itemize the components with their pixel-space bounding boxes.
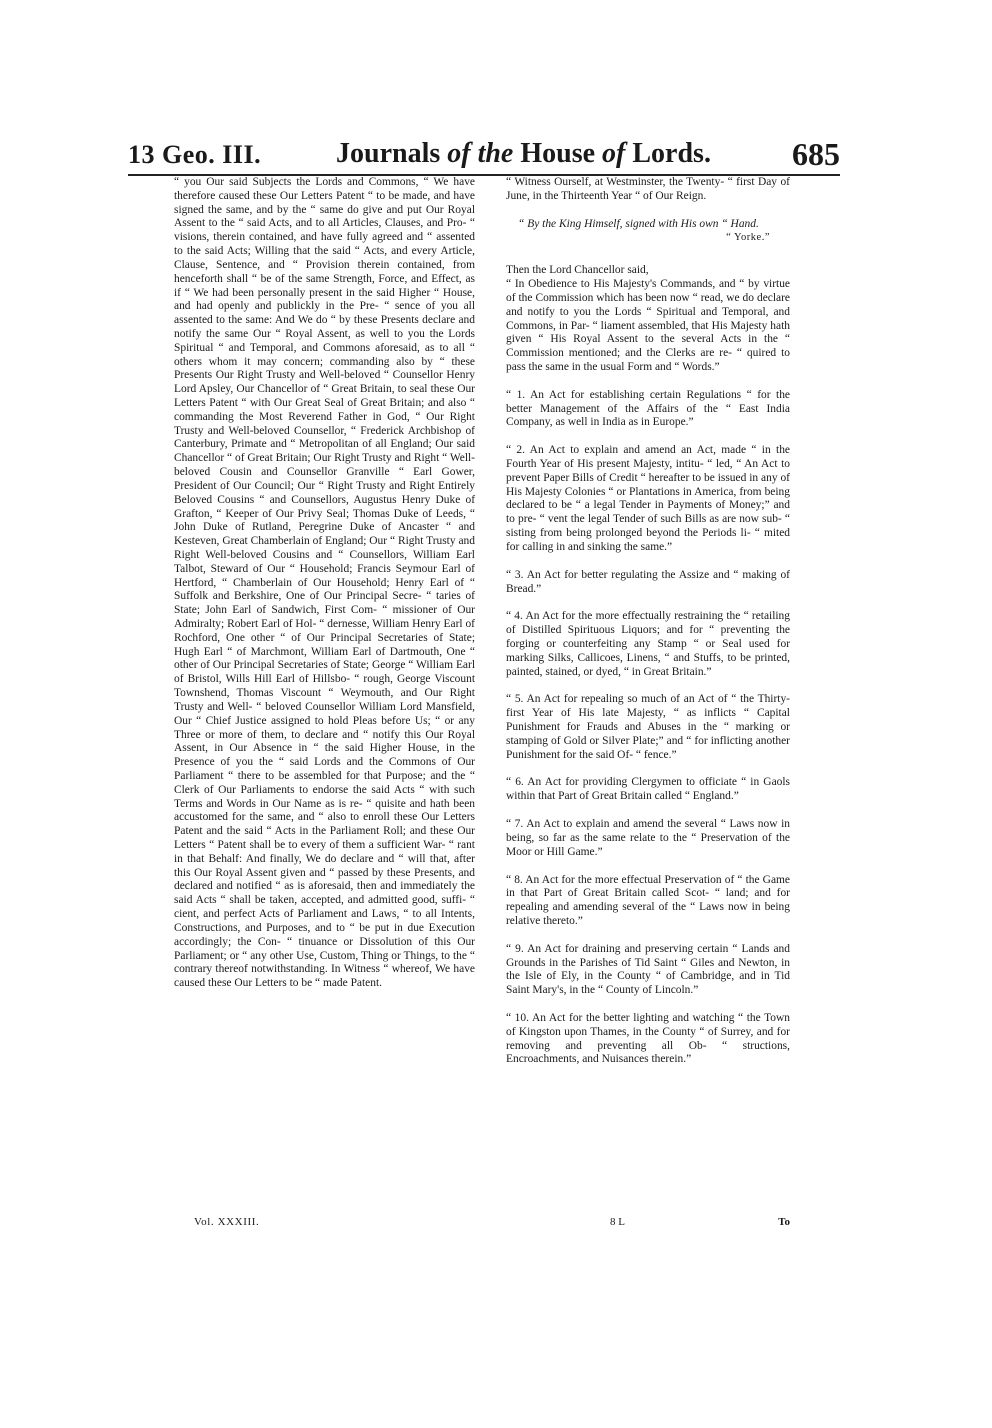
act-3: “ 3. An Act for better regulating the Assize and “ making of Bread.”	[506, 568, 790, 595]
page-footer	[174, 1216, 790, 1234]
act-1: “ 1. An Act for establishing certain Regulations “ for the better Management of the Affairs of the “ East India Company, as well in India as in Europe.”	[506, 388, 790, 429]
act-5: “ 5. An Act for repealing so much of an Act of “ the Thirty-first Year of His late Majesty, “ as inflicts “ Capital Punishment for Frauds and Abuses in the “ marking or stamping of Gold or Silver Plate;” and “ for inflicting another Punishment for the said Of- “ fence.”	[506, 693, 790, 761]
signature-yorke: “ Yorke.”	[726, 232, 770, 244]
chancellor-speech: “ In Obedience to His Majesty's Commands, and “ by virtue of the Commission which has been now “ read, we do declare and notify to you the Lords “ Spiritual and Temporal, and Commons, in Par- “ liament assembled, that His Majesty hath given “ His Royal Assent to the several Acts in the “ Commission mentioned; and the Clerks are re- “ quired to pass the same in the usual Form and “ Words.”	[506, 278, 790, 373]
title-lords: Lords.	[632, 138, 711, 169]
chancellor-intro: Then the Lord Chancellor said,	[506, 264, 649, 277]
volume-number: Vol. XXXIII.	[194, 1216, 260, 1228]
signature-mark: 8 L	[610, 1216, 625, 1228]
title-journals: Journals	[336, 138, 441, 169]
witness-clause: “ Witness Ourself, at Westminster, the Twenty- “ first Day of June, in the Thirteenth Year “ of Our Reign.	[506, 176, 790, 202]
running-title	[336, 138, 711, 170]
right-column	[506, 176, 790, 1067]
title-of: of	[602, 138, 626, 169]
signed-clause: “ By the King Himself, signed with His own “ Hand.	[518, 217, 759, 230]
page-number: 685	[792, 136, 840, 172]
act-10: “ 10. An Act for the better lighting and watching “ the Town of Kingston upon Thames, in the County “ of Surrey, and for removing and preventing all Ob- “ structions, Encroachments, and Nuisances therein.”	[506, 1012, 790, 1066]
act-7: “ 7. An Act to explain and amend the several “ Laws now in being, so far as the same relate to the “ Preservation of the Moor or Hill Game.”	[506, 818, 790, 858]
act-2: “ 2. An Act to explain and amend an Act, made “ in the Fourth Year of His present Majesty, intitu- “ led, “ An Act to prevent Paper Bills of Credit “ hereafter to be issued in any of His Majesty Colonies “ or Plantations in America, from being declared to be “ a legal Tender in Payments of Money;” and to pre- “ vent the legal Tender of such Bills as are now sub- “ sisting from being prolonged beyond the Periods li- “ mited for calling in and sinking the same.”	[506, 444, 790, 553]
catchword: To	[778, 1216, 790, 1228]
title-house: House	[520, 138, 596, 169]
act-4: “ 4. An Act for the more effectually restraining the “ retailing of Distilled Spirituous Liquors; and for “ preventing the forging or counterfeiting any Stamp “ or Seal used for marking Silks, Callicoes, Linens, “ and Stuffs, to be printed, painted, stained, or dyed, “ in Great Britain.”	[506, 610, 790, 678]
act-8: “ 8. An Act for the more effectual Preservation of “ the Game in that Part of Great Britain called Scot- “ land; and for repealing and amending several of the “ Laws now in being relative thereto.”	[506, 873, 790, 927]
title-of-the: of the	[447, 138, 514, 169]
letters-patent-text: “ you Our said Subjects the Lords and Commons, “ We have therefore caused these Our Letters Patent “ to be made, and have signed the same, and by the “ same do give and put Our Royal Assent to the “ said Acts, and to all Articles, Clauses, and Pro- “ visions, therein contained, and have fully agreed and “ assented to the said Acts; Willing that the said “ Acts, and every Article, Clause, Sentence, and “ Provision therein contained, from henceforth shall “ be of the same Strength, Force, and Effect, as if “ We had been personally present in the said Higher “ House, and had openly and publickly in the Pre- “ sence of you all assented to the same: And We do “ by these Presents declare and notify the same Our “ Royal Assent, as well to you the Lords Spiritual “ and Temporal, and Commons aforesaid, as to all “ others whom it may concern; commanding also by “ these Presents Our Right Trusty and Well-beloved “ Counsellor Henry Lord Apsley, Our Chancellor of “ Great Britain, to seal these Our Letters Patent “ with Our Great Seal of Great Britain; and also “ commanding the Most Reverend Father in God, “ Our Right Trusty and Well-beloved Counsellor, “ Frederick Archbishop of Canterbury, Primate and “ Metropolitan of all England; Our said Chancellor “ of Great Britain; Our Right Trusty and Right “ Well-beloved Cousin and Counsellor Granville “ Earl Gower, President of Our Council; Our “ Right Trusty and Right Entirely Beloved Cousins “ and Counsellors, Augustus Henry Duke of Grafton, “ Keeper of Our Privy Seal; Thomas Duke of Leeds, “ John Duke of Rutland, Peregrine Duke of Ancaster “ and Kesteven, Great Chamberlain of England; Our “ Right Trusty and Right Well-beloved Cousins and “ Counsellors, William Earl Talbot, Steward of Our “ Household; Francis Seymour Earl of Hertford, “ Chamberlain of Our Household; Henry Earl of “ Suffolk and Berkshire, One of Our Principal Secre- “ taries of State; John Earl of Sandwich, First Com- “ missioner of Our Admiralty; Robert Earl of Hol- “ dernesse, William Henry Earl of Rochford, One other “ of Our Principal Secretaries of State; Hugh Earl “ of Marchmont, William Earl of Dartmouth, One “ other of Our Principal Secretaries of State; George “ William Earl of Bristol, Wills Hill Earl of Hillsbo- “ rough, George Viscount Townshend, Thomas Viscount “ Weymouth, and Our Right Trusty and Well- “ beloved Counsellor William Lord Mansfield, Our “ Chief Justice assigned to hold Pleas before Us; “ or any Three or more of them, to declare and “ notify this Our Royal Assent, in Our Absence in “ the said Higher House, in the Presence of you the “ said Lords and the Commons of Our Parliament “ there to be assembled for that Purpose; and the “ Clerk of Our Parliaments to endorse the said Acts “ with such Terms and Words in Our Name as is re- “ quisite and hath been accustomed for the same, and “ also to enroll these Our Letters Patent and the said “ Acts in the Parliament Roll; and these Our Letters “ Patent shall be to every of them a sufficient War- “ rant in that Behalf: And finally, We do declare and “ will that, after this Our Royal Assent given and “ passed by these Presents, and declared and notified “ as is aforesaid, then and immediately the said Acts “ shall be taken, accepted, and admitted good, suffi- “ cient, and perfect Acts of Parliament and Laws, “ to all Intents, Constructions, and Purposes, and to “ be put in due Execution accordingly; the Con- “ tinuance or Dissolution of this Our Parliament; or “ any other Use, Custom, Thing or Things, to the “ contrary thereof notwithstanding. In Witness “ whereof, We have caused these Our Letters to be “ made Patent.	[174, 176, 475, 990]
act-9: “ 9. An Act for draining and preserving certain “ Lands and Grounds in the Parishes of Tid Saint “ Giles and Newton, in the Isle of Ely, in the County “ of Cambridge, and in Tid Saint Mary's, in the “ County of Lincoln.”	[506, 942, 790, 997]
act-6: “ 6. An Act for providing Clergymen to officiate “ in Gaols within that Part of Great Britain called “ England.”	[506, 776, 790, 803]
regnal-year: 13 Geo. III.	[128, 140, 262, 169]
left-column	[174, 176, 475, 991]
